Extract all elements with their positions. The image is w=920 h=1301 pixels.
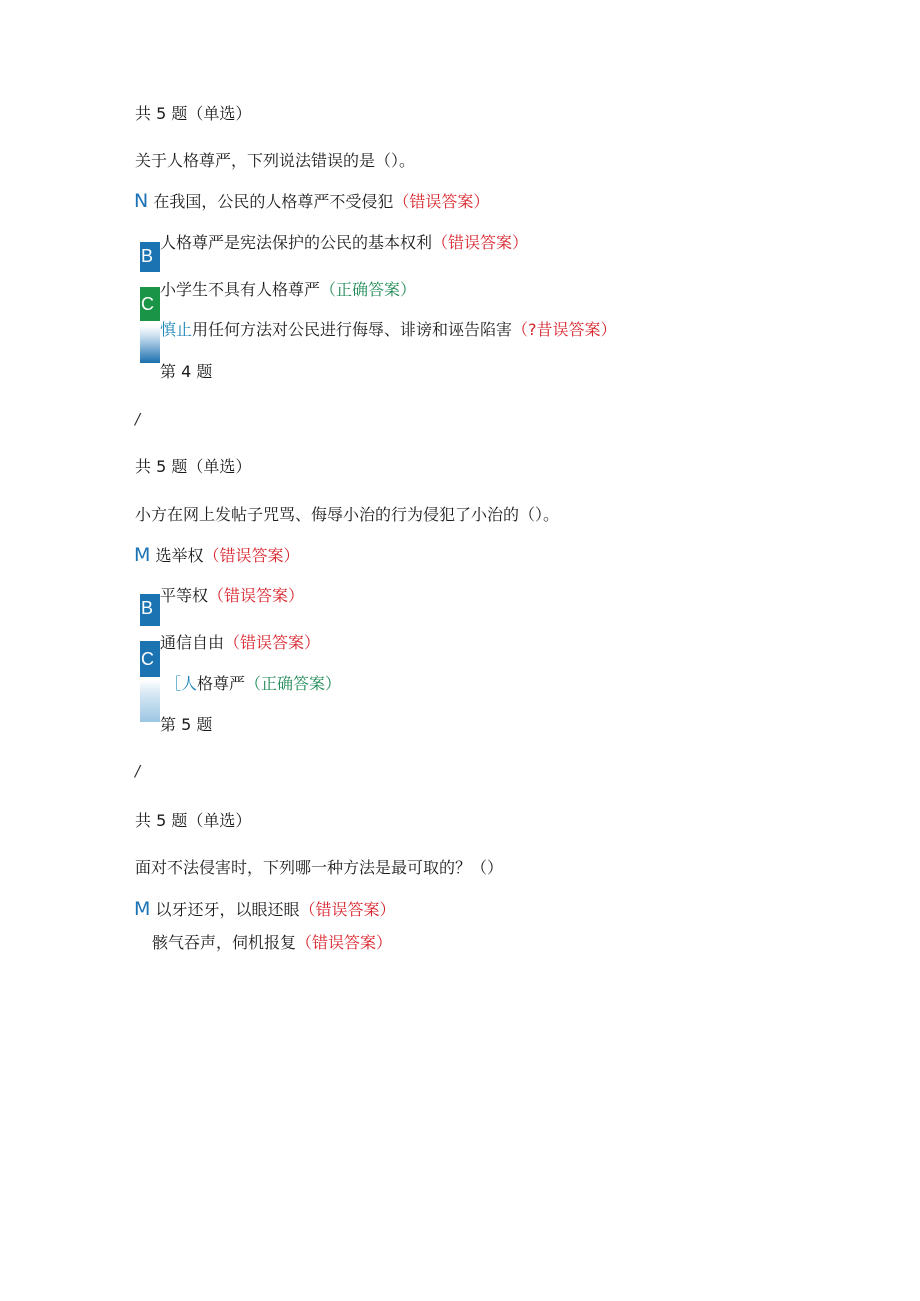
question-text: 关于人格尊严，下列说法错误的是（）。 xyxy=(135,151,416,170)
option-marker: N xyxy=(134,190,149,212)
option-marker: M xyxy=(134,898,151,920)
option-text: 选举权 xyxy=(155,546,204,565)
wrong-answer-tag: （?昔误答案） xyxy=(512,320,617,339)
option-text: 人格尊严是宪法保护的公民的基本权利 xyxy=(160,233,433,252)
separator-slash: / xyxy=(135,762,141,780)
question-number-title: 第 4 题 xyxy=(160,362,213,381)
wrong-answer-tag: （错误答案） xyxy=(393,192,490,211)
question-count-header: 共 5 题（单选） xyxy=(135,104,252,123)
question-count-header: 共 5 题（单选） xyxy=(135,811,252,830)
option-text: 通信自由 xyxy=(160,633,225,652)
wrong-answer-tag: （错误答案） xyxy=(203,546,300,565)
option-b[interactable] xyxy=(160,233,528,253)
option-d-badge xyxy=(140,680,160,722)
wrong-answer-tag: （错误答案） xyxy=(224,633,321,652)
option-marker: M xyxy=(134,544,151,566)
option-text: 用任何方法对公民进行侮辱、诽谤和诬告陷害 xyxy=(192,320,513,339)
option-a[interactable] xyxy=(134,899,396,920)
wrong-answer-tag: （错误答案） xyxy=(208,586,305,605)
question-text: 小方在网上发帖子咒骂、侮辱小治的行为侵犯了小治的（）。 xyxy=(135,505,560,524)
option-a[interactable] xyxy=(134,545,300,566)
option-text: 格尊严 xyxy=(197,674,246,693)
question-text: 面对不法侵害时，下列哪一种方法是最可取的？（） xyxy=(135,858,504,877)
option-c-badge: C xyxy=(140,287,160,321)
option-text: 小学生不具有人格尊严 xyxy=(160,280,321,299)
option-text: 在我国，公民的人格尊严不受侵犯 xyxy=(153,192,394,211)
correct-answer-tag: （正确答案） xyxy=(320,280,417,299)
wrong-answer-tag: （错误答案） xyxy=(296,933,393,952)
option-d[interactable] xyxy=(165,674,341,694)
separator-slash: / xyxy=(135,410,141,428)
option-c-badge: C xyxy=(140,641,160,677)
option-d-badge xyxy=(140,326,160,363)
wrong-answer-tag: （错误答案） xyxy=(432,233,529,252)
wrong-answer-tag: （错误答案） xyxy=(299,900,396,919)
option-b[interactable] xyxy=(160,586,304,606)
option-a[interactable] xyxy=(134,191,489,212)
option-d[interactable] xyxy=(160,320,617,340)
option-text: 平等权 xyxy=(160,586,209,605)
correct-answer-tag: （正确答案） xyxy=(245,674,342,693)
option-c[interactable] xyxy=(160,280,416,300)
question-number-title: 第 5 题 xyxy=(160,715,213,734)
option-c[interactable] xyxy=(160,633,320,653)
option-text: 以牙还牙，以眼还眼 xyxy=(155,900,300,919)
option-b[interactable] xyxy=(152,933,392,953)
option-prefix: 慎止 xyxy=(160,320,193,339)
question-count-header: 共 5 题（单选） xyxy=(135,457,252,476)
option-prefix: ［人 xyxy=(165,674,198,693)
option-b-badge: B xyxy=(140,242,160,272)
option-b-badge: B xyxy=(140,594,160,626)
option-text: 骸气吞声，伺机报复 xyxy=(152,933,297,952)
